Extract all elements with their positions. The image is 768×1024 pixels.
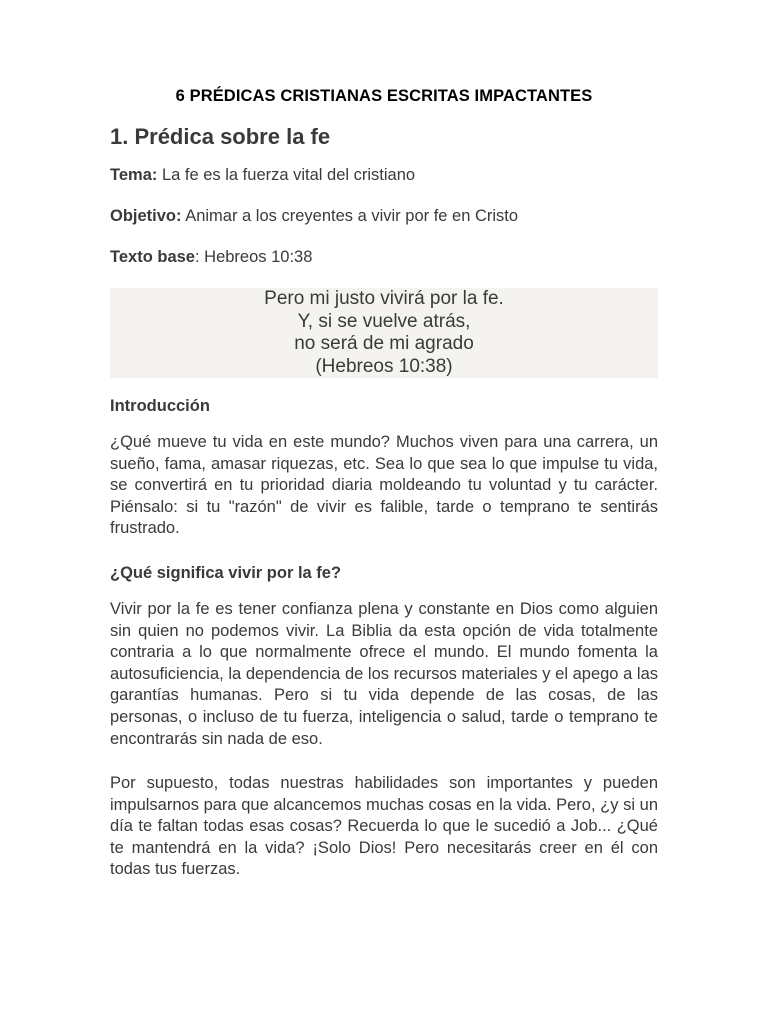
significa-heading: ¿Qué significa vivir por la fe? <box>110 564 342 582</box>
field-objetivo-value: Animar a los creyentes a vivir por fe en Cristo <box>181 207 519 225</box>
field-objetivo <box>110 206 518 228</box>
intro-paragraph: ¿Qué mueve tu vida en este mundo? Muchos viven para una carrera, un sueño, fama, amasar riquezas, etc. Sea lo que sea lo que impulse tu vida, se convertirá en tu prioridad diaria moldeando tu voluntad y tu carácter. Piénsalo: si tu "razón" de vivir es falible, tarde o temprano te sentirás frustrado. <box>110 433 658 538</box>
field-objetivo-label: Objetivo: <box>110 207 182 225</box>
document-title: 6 PRÉDICAS CRISTIANAS ESCRITAS IMPACTANTES <box>175 87 593 105</box>
quote-line: Y, si se vuelve atrás, <box>297 310 471 332</box>
scripture-quote <box>110 288 658 378</box>
field-texto-base-value: : Hebreos 10:38 <box>194 248 313 266</box>
field-texto-base <box>110 247 312 269</box>
field-tema-label: Tema: <box>110 166 158 184</box>
significa-paragraph-2: Por supuesto, todas nuestras habilidades son importantes y pueden impulsarnos para que alcancemos muchas cosas en la vida. Pero, ¿y si un día te faltan todas esas cosas? Recuerda lo que le sucedió a Job... ¿Qué te mantendrá en la vida? ¡Solo Dios! Pero necesitarás creer en él con todas tus fuerzas. <box>110 774 658 879</box>
significa-paragraph-1: Vivir por la fe es tener confianza plena y constante en Dios como alguien sin quien no podemos vivir. La Biblia da esta opción de vida totalmente contraria a lo que normalmente ofrece el mundo. El mundo fomenta la autosuficiencia, la dependencia de los recursos materiales y el apego a las garantías humanas. Pero si tu vida depende de las cosas, de las personas, o incluso de tu fuerza, inteligencia o salud, tarde o temprano te encontrarás sin nada de eso. <box>110 600 658 748</box>
quote-reference: (Hebreos 10:38) <box>315 355 453 377</box>
intro-heading: Introducción <box>110 397 210 415</box>
quote-line: no será de mi agrado <box>294 333 474 354</box>
quote-line: Pero mi justo vivirá por la fe. <box>264 288 504 309</box>
section-heading: 1. Prédica sobre la fe <box>110 124 331 149</box>
field-tema-value: La fe es la fuerza vital del cristiano <box>157 166 416 184</box>
field-texto-base-label: Texto base <box>110 248 195 266</box>
field-tema <box>110 165 415 187</box>
